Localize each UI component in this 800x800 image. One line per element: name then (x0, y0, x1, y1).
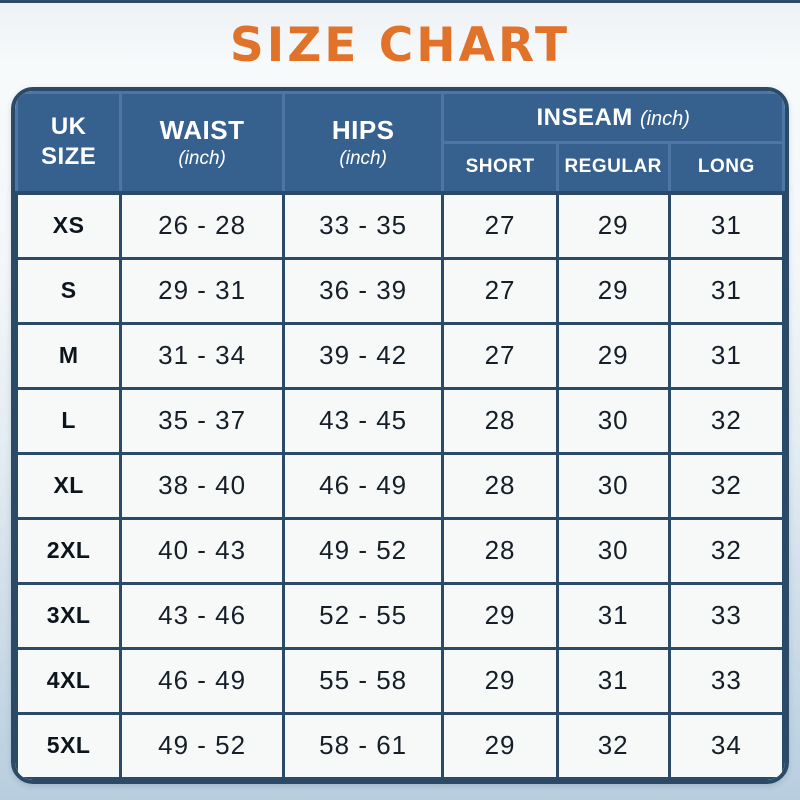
inseam-regular-cell: 29 (557, 323, 669, 388)
hips-cell: 43 - 45 (283, 388, 443, 453)
header-hips-unit: (inch) (339, 147, 387, 169)
inseam-long-cell: 33 (669, 648, 783, 713)
inseam-regular-cell: 30 (557, 388, 669, 453)
header-uk-size-line1: UK (50, 113, 87, 141)
waist-cell: 38 - 40 (121, 453, 284, 518)
waist-cell: 31 - 34 (121, 323, 284, 388)
inseam-short-cell: 28 (443, 388, 557, 453)
inseam-regular-cell: 30 (557, 453, 669, 518)
table-row-m (17, 323, 784, 388)
waist-cell: 43 - 46 (121, 583, 284, 648)
size-cell: XL (17, 453, 121, 518)
inseam-short-cell: 28 (443, 453, 557, 518)
inseam-short-cell: 27 (443, 323, 557, 388)
hips-cell: 49 - 52 (283, 518, 443, 583)
header-inseam-unit: (inch) (639, 107, 690, 130)
table-row-xs (17, 193, 784, 259)
header-waist-label: WAIST (159, 114, 245, 145)
size-cell: XS (17, 193, 121, 259)
table-body (17, 193, 784, 779)
inseam-long-cell: 34 (669, 713, 783, 778)
size-chart-table (11, 87, 789, 784)
top-edge-line (0, 0, 800, 3)
waist-cell: 49 - 52 (121, 713, 284, 778)
size-cell: S (17, 258, 121, 323)
waist-cell: 46 - 49 (121, 648, 284, 713)
size-cell: 2XL (17, 518, 121, 583)
inseam-short-cell: 29 (443, 713, 557, 778)
size-cell: 4XL (17, 648, 121, 713)
header-waist-unit: (inch) (178, 147, 226, 169)
inseam-short-cell: 29 (443, 648, 557, 713)
waist-cell: 35 - 37 (121, 388, 284, 453)
header-uk-size (17, 93, 121, 193)
size-cell: 5XL (17, 713, 121, 778)
header-inseam-regular: REGULAR (557, 143, 669, 193)
hips-cell: 33 - 35 (283, 193, 443, 259)
header-hips-label: HIPS (331, 114, 395, 145)
header-waist (121, 93, 284, 193)
inseam-long-cell: 32 (669, 388, 783, 453)
inseam-long-cell: 31 (669, 258, 783, 323)
table-row-4xl (17, 648, 784, 713)
table-row-2xl (17, 518, 784, 583)
hips-cell: 39 - 42 (283, 323, 443, 388)
size-cell: L (17, 388, 121, 453)
page-title: SIZE CHART (229, 18, 571, 73)
hips-cell: 46 - 49 (283, 453, 443, 518)
inseam-long-cell: 33 (669, 583, 783, 648)
inseam-short-cell: 28 (443, 518, 557, 583)
hips-cell: 58 - 61 (283, 713, 443, 778)
inseam-long-cell: 32 (669, 453, 783, 518)
header-hips (283, 93, 443, 193)
inseam-short-cell: 27 (443, 258, 557, 323)
hips-cell: 36 - 39 (283, 258, 443, 323)
header-uk-size-line2: SIZE (40, 143, 97, 171)
hips-cell: 55 - 58 (283, 648, 443, 713)
inseam-regular-cell: 31 (557, 648, 669, 713)
table-header (17, 93, 784, 193)
inseam-regular-cell: 32 (557, 713, 669, 778)
header-inseam-label: INSEAM (536, 103, 633, 131)
table-row-5xl (17, 713, 784, 778)
inseam-long-cell: 31 (669, 323, 783, 388)
waist-cell: 26 - 28 (121, 193, 284, 259)
header-inseam (443, 93, 784, 143)
size-cell: M (17, 323, 121, 388)
table-row-xl (17, 453, 784, 518)
header-inseam-long: LONG (669, 143, 783, 193)
table-row-3xl (17, 583, 784, 648)
inseam-short-cell: 27 (443, 193, 557, 259)
size-table (15, 91, 785, 780)
waist-cell: 40 - 43 (121, 518, 284, 583)
inseam-short-cell: 29 (443, 583, 557, 648)
inseam-long-cell: 31 (669, 193, 783, 259)
waist-cell: 29 - 31 (121, 258, 284, 323)
inseam-regular-cell: 29 (557, 193, 669, 259)
header-inseam-short: SHORT (443, 143, 557, 193)
hips-cell: 52 - 55 (283, 583, 443, 648)
inseam-long-cell: 32 (669, 518, 783, 583)
inseam-regular-cell: 29 (557, 258, 669, 323)
table-row-l (17, 388, 784, 453)
header-row-main (17, 93, 784, 143)
inseam-regular-cell: 31 (557, 583, 669, 648)
inseam-regular-cell: 30 (557, 518, 669, 583)
table-row-s (17, 258, 784, 323)
size-cell: 3XL (17, 583, 121, 648)
